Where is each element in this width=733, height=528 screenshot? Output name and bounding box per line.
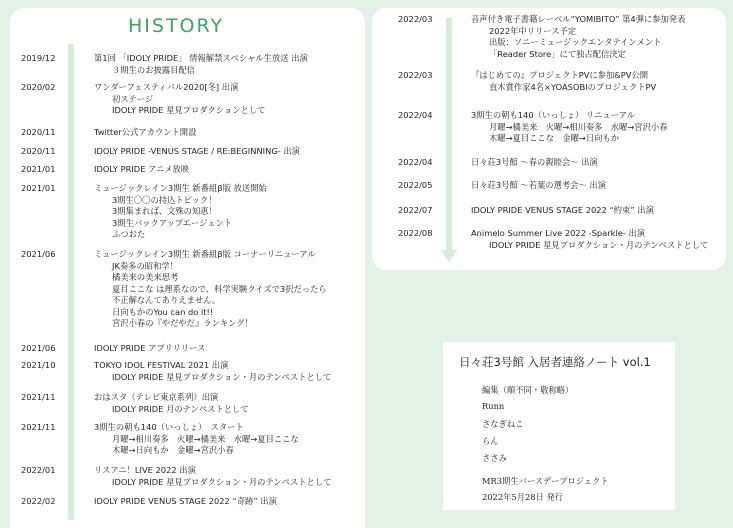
entry-date: 2020/02: [21, 82, 56, 92]
entry-date: 2022/03: [398, 70, 433, 80]
entry-date: 2022/03: [398, 14, 433, 24]
entry-date: 2022/05: [398, 180, 433, 190]
entry-event: Animelo Summer Live 2022 -Sparkle- 出演: [471, 228, 646, 238]
entry-detail: IDOLY PRIDE 星見プロダクション・月のテンペストとして: [489, 239, 709, 250]
entry-detail: 橘美来の美来思考: [112, 272, 179, 282]
page-title: HISTORY: [128, 15, 225, 37]
entry-detail: 3期生バックアップエージェント: [112, 217, 233, 228]
entry-event: 音声付き電子書籍レーベル“YOMIBITO” 第4弾に参加発表: [471, 14, 686, 24]
entry-event: ワンダーフェスティバル2020[冬] 出演: [94, 82, 239, 92]
entry-event: IDOLY PRIDE VENUS STAGE 2022 “約束” 出演: [471, 205, 654, 215]
entry-date: 2022/02: [21, 496, 56, 506]
entry-detail: 不正解なんてありえません。: [112, 295, 221, 305]
editor-name: Runn: [482, 401, 505, 411]
entry-date: 2022/08: [398, 228, 433, 238]
entry-event: 3期生の朝も140（いっしょ） スタート: [94, 422, 244, 432]
entry-date: 2021/01: [21, 164, 56, 174]
entry-event: 3期生の朝も140（いっしょ） リニューアル: [471, 110, 635, 120]
entry-event: 第1回 「IDOLY PRIDE」 情報解禁スペシャル生放送 出演: [94, 53, 308, 63]
entry-event: リスアニ！LIVE 2022 出演: [94, 465, 196, 475]
entry-detail: 直木賞作家4名×YOASOBIのプロジェクトPV: [489, 81, 657, 92]
publication-title: 日々荘3号館 入居者連絡ノート vol.1: [459, 355, 651, 369]
entry-detail: JK奏多の昭和学！: [112, 260, 178, 271]
entry-date: 2020/11: [21, 146, 56, 156]
entry-date: 2022/01: [21, 465, 56, 475]
entry-event: Twitter公式アカウント開設: [94, 127, 197, 137]
timeline-bar-left: [68, 44, 74, 520]
entry-date: 2022/04: [398, 110, 433, 120]
entry-event: TOKYO IDOL FESTIVAL 2021 出演: [94, 360, 229, 370]
entry-date: 2021/11: [21, 422, 56, 432]
entry-detail: 3期生〇〇の持込トピック！: [112, 194, 217, 205]
entry-date: 2020/11: [21, 127, 56, 137]
entry-detail: 月曜→橘美来 火曜→相川奏多 水曜→宮沢小春: [489, 121, 668, 132]
entry-date: 2022/04: [398, 157, 433, 167]
editor-name: らん: [482, 436, 499, 446]
entry-detail: ふつおた: [112, 229, 146, 239]
entry-detail: 3期集まれば、文殊の知恵！: [112, 206, 217, 216]
entry-detail: 日向もかのYou can do it!!: [112, 306, 214, 317]
editors-label: 編集（順不同・敬称略）: [482, 385, 574, 395]
entry-date: 2021/11: [21, 392, 56, 402]
entry-event: IDOLY PRIDE VENUS STAGE 2022 “奇跡” 出演: [94, 496, 277, 506]
publisher-project: MR3期生バースデープロジェクト: [482, 476, 609, 486]
entry-detail: IDOLY PRIDE 星見プロダクション・月のテンペストとして: [112, 371, 332, 382]
entry-detail: 夏目ここな は理系なので、科学実験クイズで3択だったら: [112, 283, 327, 294]
entry-event: ミュージックレイン3期生 新番組β版 放送開始: [94, 183, 267, 193]
entry-event: IDOLY PRIDE -VENUS STAGE / RE:BEGINNING- 出演: [94, 146, 300, 156]
entry-date: 2019/12: [21, 53, 56, 63]
entry-detail: IDOLY PRIDE 月のテンペストとして: [112, 403, 249, 414]
entry-event: IDOLY PRIDE アニメ放映: [94, 164, 190, 174]
entry-event: 日々荘3号館 〜若葉の選考会〜 出演: [471, 180, 607, 190]
entry-event: 『はじめての』プロジェクトPVに参加&PV公開: [471, 70, 649, 80]
entry-detail: 月曜→相川奏多 火曜→橘美来 水曜→夏目ここな: [112, 433, 299, 444]
entry-detail: 初ステージ: [112, 93, 154, 104]
entry-detail: IDOLY PRIDE 星見プロダクションとして: [112, 105, 266, 115]
entry-detail: ３期生のお披露目配信: [112, 64, 195, 75]
entry-date: 2021/06: [21, 249, 56, 259]
editor-name: さなぎねこ: [482, 419, 524, 429]
entry-event: ミュージックレイン3期生 新番組β版 コーナーリニューアル: [94, 249, 316, 259]
entry-detail: 2022年中リリース予定: [489, 25, 577, 36]
entry-event: 日々荘3号館 〜春の親睦会〜 出演: [471, 157, 598, 167]
entry-date: 2021/10: [21, 360, 56, 370]
entry-detail: 木曜→夏目ここな 金曜→日向もか: [489, 133, 620, 143]
entry-event: IDOLY PRIDE アプリリリース: [94, 343, 206, 353]
entry-detail: 出版：ソニーミュージックエンタテインメント: [489, 37, 662, 47]
entry-date: 2022/07: [398, 205, 433, 215]
entry-event: おはスタ（テレビ東京系列）出演: [94, 392, 219, 402]
entry-date: 2021/01: [21, 183, 56, 193]
entry-detail: 木曜→日向もか 金曜→宮沢小春: [112, 445, 234, 455]
publication-date: 2022年5月28日 発行: [482, 492, 564, 502]
entry-detail: 「Reader Store」にて独占配信決定: [489, 48, 626, 59]
entry-date: 2021/06: [21, 343, 56, 353]
editor-name: ささみ: [482, 453, 507, 463]
timeline-arrow-icon: [441, 250, 457, 262]
entry-detail: IDOLY PRIDE 星見プロダクション・月のテンペストとして: [112, 476, 332, 487]
entry-detail: 宮沢小春の『やだやだ』ランキング！: [112, 318, 253, 328]
